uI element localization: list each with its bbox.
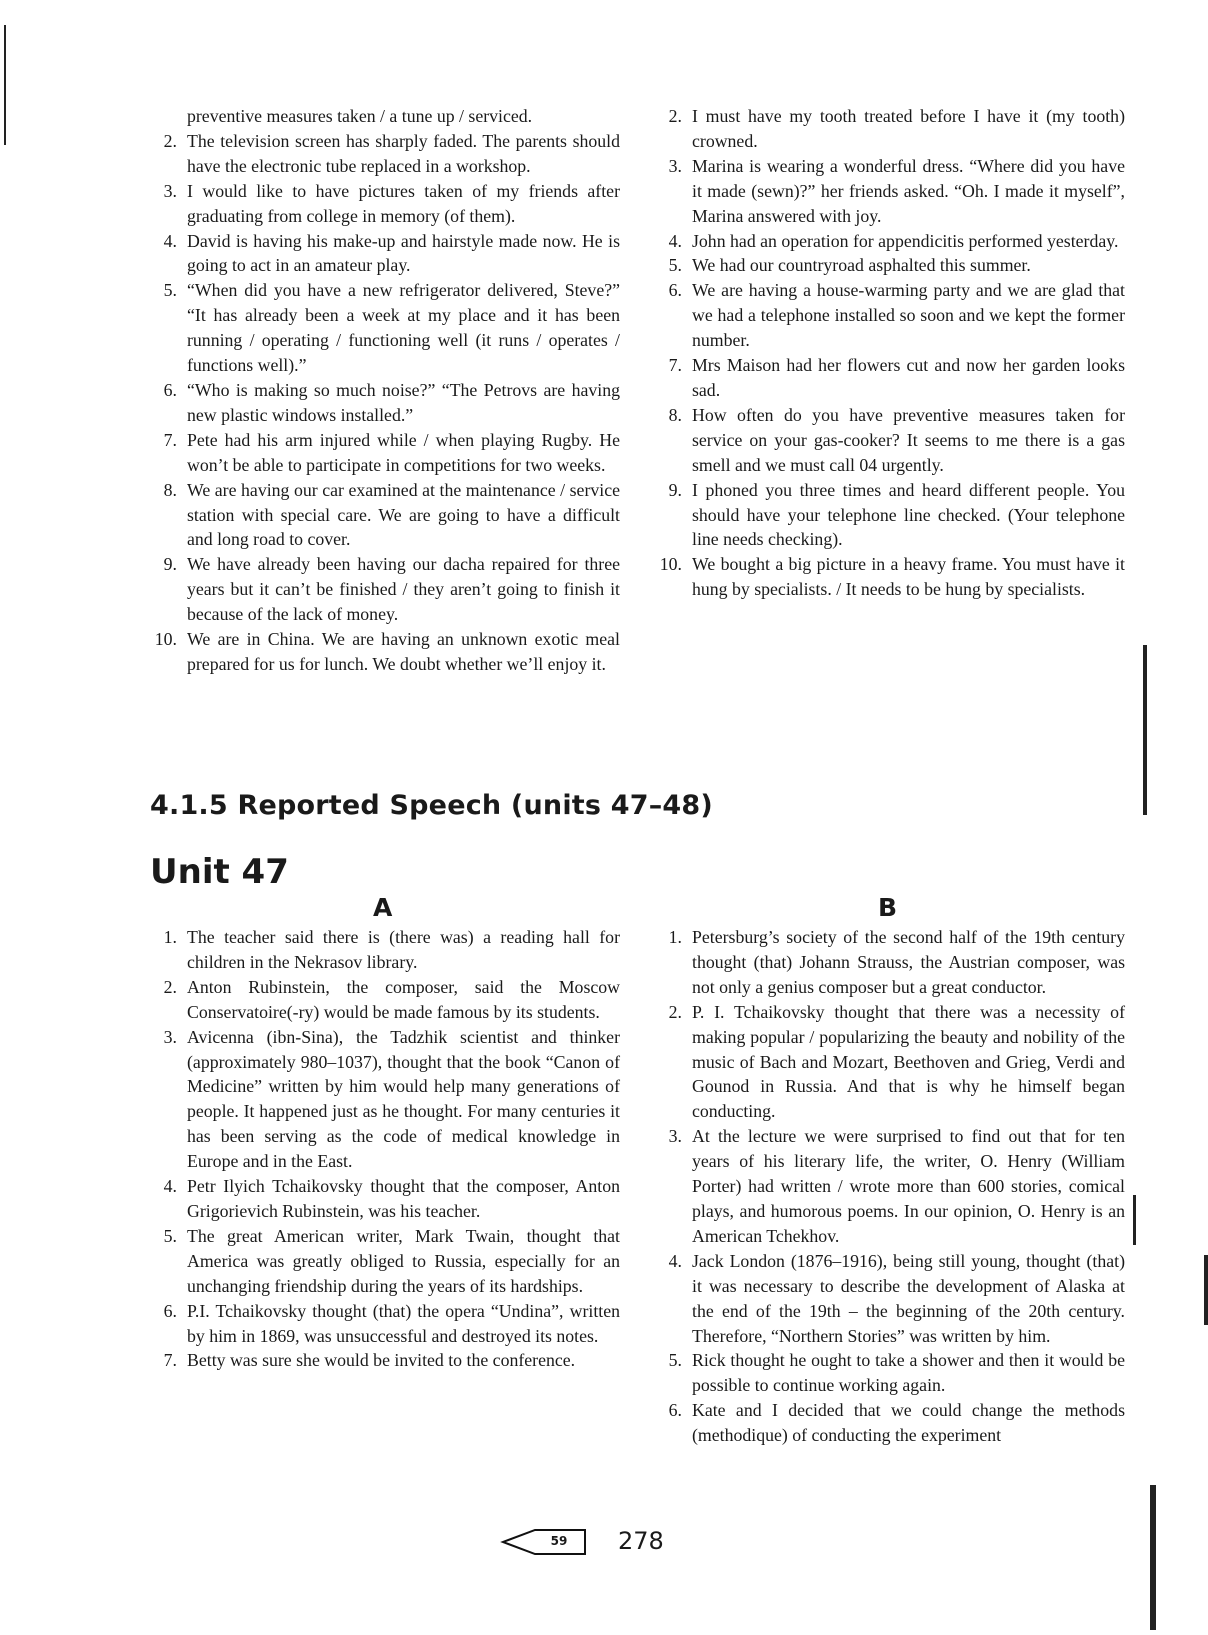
list-item	[655, 253, 1125, 278]
item-number: 4.	[668, 230, 682, 251]
item-text: We are in China. We are having an unknown exotic meal prepared for us for lunch. We doubt whether we’ll enjoy it.	[187, 629, 620, 674]
subheading-b: B	[878, 893, 898, 922]
top-left-column	[150, 104, 620, 677]
exercise-list	[150, 925, 620, 1373]
item-number: 10.	[154, 629, 177, 650]
item-number: 5.	[163, 1225, 177, 1246]
item-number: 7.	[163, 1350, 177, 1371]
item-number: 3.	[163, 1026, 177, 1047]
list-item	[655, 1398, 1125, 1448]
item-text: Pete had his arm injured while / when playing Rugby. He won’t be able to participate in competitions for two weeks.	[187, 429, 620, 475]
item-number: 7.	[668, 355, 682, 376]
item-text: John had an operation for appendicitis performed yesterday.	[692, 230, 1119, 251]
list-item	[150, 179, 620, 229]
item-text: The great American writer, Mark Twain, thought that America was greatly obliged to Russia, especially for an unchanging friendship during the years of its hardships.	[187, 1225, 620, 1296]
item-number: 2.	[163, 130, 177, 151]
scan-edge-mark	[1133, 1195, 1136, 1245]
item-text: We had our countryroad asphalted this summer.	[692, 255, 1031, 276]
item-number: 4.	[163, 230, 177, 251]
item-text: We bought a big picture in a heavy frame. You must have it hung by specialists. / It needs to be hung by specialists.	[692, 554, 1125, 600]
item-text: We are having a house-warming party and we are glad that we had a telephone installed so soon and we kept the former number.	[692, 280, 1125, 351]
item-text: How often do you have preventive measures taken for service on your gas-cooker? It seems to me there is a gas smell and we must call 04 urgently.	[692, 404, 1125, 475]
list-item	[655, 552, 1125, 602]
list-item	[655, 1000, 1125, 1125]
list-item	[655, 353, 1125, 403]
item-number: 5.	[668, 1350, 682, 1371]
list-item	[655, 1124, 1125, 1249]
item-text: Petersburg’s society of the second half of the 19th century thought (that) Johann Strauss, the Austrian composer, was not only a genius composer but a great conductor.	[692, 927, 1125, 997]
bottom-left-column	[150, 925, 620, 1373]
item-text: Avicenna (ibn-Sina), the Tadzhik scientist and thinker (approximately 980–1037), thought that the book “Canon of Medicine” written by him would help many generations of people. It happened just as he thought. For many centuries it has been serving as the code of medical knowledge in Europe and in the East.	[187, 1026, 620, 1172]
scan-edge-mark	[1143, 645, 1147, 815]
list-item	[150, 552, 620, 627]
item-number: 8.	[163, 479, 177, 500]
list-item	[150, 1174, 620, 1224]
list-item	[655, 478, 1125, 553]
item-text: I phoned you three times and heard different people. You should have your telephone line checked. (Your telephone line needs checking).	[692, 479, 1125, 550]
item-text: David is having his make-up and hairstyle made now. He is going to act in an amateur play.	[187, 230, 620, 276]
list-item	[655, 154, 1125, 229]
list-item	[150, 278, 620, 378]
item-text: I would like to have pictures taken of my friends after graduating from college in memory (of them).	[187, 180, 620, 226]
item-text: Petr Ilyich Tchaikovsky thought that the composer, Anton Grigorievich Rubinstein, was his teacher.	[187, 1176, 620, 1221]
list-item	[655, 278, 1125, 353]
list-item	[150, 627, 620, 677]
item-text: “When did you have a new refrigerator delivered, Steve?” “It has already been a week at my place and it has been running / operating / functioning well (it runs / operates / functions well).”	[187, 280, 620, 376]
item-number: 2.	[163, 976, 177, 997]
list-item	[150, 1299, 620, 1349]
item-number: 1.	[668, 927, 682, 947]
top-right-column	[655, 104, 1125, 602]
list-item	[150, 975, 620, 1025]
item-number: 3.	[668, 155, 682, 176]
item-text: P.I. Tchaikovsky thought (that) the opera “Undina”, written by him in 1869, was unsuccessful and destroyed its notes.	[187, 1300, 620, 1346]
item-number: 8.	[668, 404, 682, 425]
item-number: 5.	[163, 280, 177, 301]
subheading-a: A	[373, 893, 393, 922]
item-number: 9.	[668, 479, 682, 500]
list-item	[150, 1025, 620, 1174]
list-item	[655, 104, 1125, 154]
item-text: We are having our car examined at the maintenance / service station with special care. We are going to have a difficult and long road to cover.	[187, 479, 620, 550]
item-number: 6.	[668, 280, 682, 301]
exercise-list	[150, 129, 620, 677]
item-number: 3.	[668, 1126, 682, 1147]
item-number: 5.	[668, 255, 682, 276]
item-number: 2.	[668, 1001, 682, 1022]
item-number: 6.	[163, 379, 177, 400]
item-text: At the lecture we were surprised to find out that for ten years of his literary life, the writer, O. Henry (William Porter) had written / wrote more than 600 stories, comical plays, and humorous poems. In our opinion, O. Henry is an American Tchekhov.	[692, 1126, 1125, 1246]
page-number: 278	[618, 1527, 664, 1555]
item-text: Rick thought he ought to take a shower and then it would be possible to continue working again.	[692, 1350, 1125, 1396]
list-item	[655, 1348, 1125, 1398]
item-text: We have already been having our dacha repaired for three years but it can’t be finished / they aren’t going to finish it because of the lack of money.	[187, 554, 620, 625]
item-text: Anton Rubinstein, the composer, said the Moscow Conservatoire(-ry) would be made famous by its students.	[187, 976, 620, 1022]
item-number: 2.	[668, 106, 682, 126]
list-item	[150, 378, 620, 428]
list-item	[150, 428, 620, 478]
item-number: 6.	[668, 1400, 682, 1421]
item-number: 9.	[163, 554, 177, 575]
item-text: The television screen has sharply faded. The parents should have the electronic tube replaced in a workshop.	[187, 130, 620, 176]
item-number: 7.	[163, 429, 177, 450]
item-number: 4.	[668, 1250, 682, 1271]
item-number: 10.	[659, 554, 682, 575]
scan-edge-mark	[1150, 1485, 1156, 1630]
exercise-list	[655, 104, 1125, 602]
item-text: Kate and I decided that we could change the methods (methodique) of conducting the experiment	[692, 1400, 1125, 1446]
list-item	[150, 1224, 620, 1299]
item-number: 1.	[163, 927, 177, 947]
list-item	[150, 925, 620, 975]
item-text: P. I. Tchaikovsky thought that there was a necessity of making popular / popularizing the beauty and nobility of the music of Bach and Mozart, Beethoven and Grieg, Verdi and Gounod in Russia. And that is why he himself began conducting.	[692, 1001, 1125, 1122]
item-number: 3.	[163, 180, 177, 201]
list-item	[655, 229, 1125, 254]
item-number: 4.	[163, 1176, 177, 1197]
exercise-list	[655, 925, 1125, 1448]
item-number: 6.	[163, 1300, 177, 1321]
item-text: Marina is wearing a wonderful dress. “Where did you have it made (sewn)?” her friends asked. “Oh. I made it myself”, Marina answered with joy.	[692, 155, 1125, 226]
list-item	[655, 1249, 1125, 1349]
list-item	[150, 478, 620, 553]
page-badge-number: 59	[550, 1534, 568, 1548]
item-text: “Who is making so much noise?” “The Petrovs are having new plastic windows installed.”	[187, 379, 620, 425]
unit-title: Unit 47	[150, 852, 289, 892]
list-item	[655, 403, 1125, 478]
page-footer	[495, 1525, 765, 1565]
item-text: I must have my tooth treated before I have it (my tooth) crowned.	[692, 106, 1125, 151]
bottom-right-column	[655, 925, 1125, 1448]
item-text: Jack London (1876–1916), being still young, thought (that) it was necessary to describe the development of Alaska at the end of the 19th – the beginning of the 20th century. Therefore, “Northern Stories” was written by him.	[692, 1250, 1125, 1346]
continuation-text: preventive measures taken / a tune up / serviced.	[187, 106, 533, 126]
list-item	[150, 229, 620, 279]
section-title: 4.1.5 Reported Speech (units 47–48)	[150, 790, 713, 821]
list-item	[150, 1348, 620, 1373]
scan-edge-mark	[4, 25, 6, 145]
scan-edge-mark	[1204, 1255, 1208, 1325]
item-text: Betty was sure she would be invited to the conference.	[187, 1350, 576, 1371]
item-text: Mrs Maison had her flowers cut and now her garden looks sad.	[692, 355, 1125, 400]
item-text: The teacher said there is (there was) a reading hall for children in the Nekrasov library.	[187, 927, 620, 972]
list-item	[150, 129, 620, 179]
list-item	[655, 925, 1125, 1000]
